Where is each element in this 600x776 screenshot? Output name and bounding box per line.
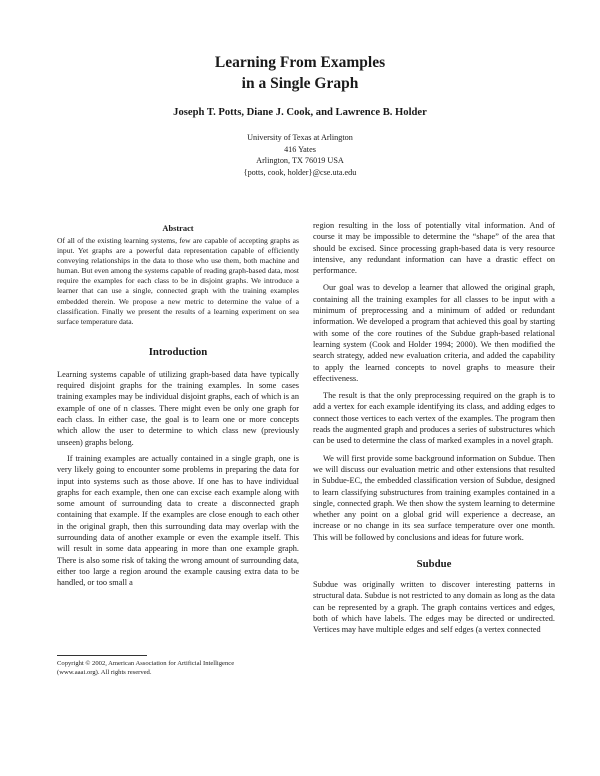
intro-paragraph-3: Our goal was to develop a learner that allowed the original graph, containing all the training examples for all classes to be input with a minimum of preprocessing and a minimum of added or redundant information. We developed a program that achieved this goal by starting with some of the core routines of the Subdue graph-based relational learning system (Cook and Holder 1994; 2000). We then modified the search strategy, added new evaluation criteria, and added the capability to apply the learned concepts to novel graphs to measure their effectiveness. — [313, 283, 555, 383]
intro-paragraph-4: The result is that the only preprocessing required on the graph is to add a vertex for each example identifying its class, and adding edges to connect those vertices to each vertex of the examples. The program then reads the augmented graph and produces a series of substructures which can be used to determine the class of marked examples in a novel graph. — [313, 391, 555, 446]
affiliation-line-1: University of Texas at Arlington — [247, 133, 353, 142]
title-line-2: in a Single Graph — [241, 75, 359, 92]
affiliation — [0, 132, 600, 178]
abstract-text: Of all of the existing learning systems, few are capable of accepting graphs as input. Yet graphs are a powerful data representation capable of efficiently conveying relationships in the data to those who use them, both machine and human. But even among the systems capable of reading graph-based data, most require the examples for each class to be in disjoint graphs. We introduce a learner that can use a single, connected graph with the training examples embedded therein. We propose a new metric to determine the value of a classification. Finally we present the results of a learning experiment on sea surface temperature data. — [57, 236, 299, 326]
title-block — [0, 52, 600, 178]
footnote-rule — [57, 655, 147, 656]
subdue-paragraph-1: Subdue was originally written to discover interesting patterns in structural data. Subdue is not restricted to any domain as long as the data can be represented by a graph. The graph contains vertices and edges, both of which have labels. The edges may be directed or undirected. Vertices may have multiple edges and self edges (a vertex connected — [313, 580, 555, 635]
right-column — [313, 220, 555, 636]
intro-paragraph-5: We will first provide some background information on Subdue. Then we will discuss our evaluation metric and other extensions that resulted in Subdue-EC, the embedded classification version of Subdue, designed to learn classifying substructures from training examples contained in a single, connected graph. We then show the system learning to determine whether any point on a global grid will experience a decrease, an increase or no change in its sea surface temperature over one month. This will be followed by conclusions and ideas for future work. — [313, 453, 555, 542]
copyright-footnote — [57, 659, 299, 677]
paper-title — [0, 52, 600, 94]
footnote-line-2: (www.aaai.org). All rights reserved. — [57, 669, 152, 676]
title-line-1: Learning From Examples — [214, 54, 386, 71]
abstract-heading: Abstract — [162, 224, 194, 233]
intro-paragraph-2-continued: region resulting in the loss of potentially vital information. And of course it may be impossible to determine the “shape” of the area that should be excised. Since processing graph-based data is very resource intensive, any redundant information can have a drastic effect on performance. — [313, 221, 555, 276]
subdue-heading: Subdue — [416, 558, 452, 571]
affiliation-line-2: 416 Yates — [284, 144, 316, 154]
affiliation-line-3: Arlington, TX 76019 USA — [256, 156, 344, 165]
left-column — [57, 220, 299, 588]
introduction-heading: Introduction — [148, 345, 208, 358]
footnote-line-1: Copyright © 2002, American Association for Artificial Intelligence — [57, 660, 235, 667]
affiliation-email: {potts, cook, holder}@cse.uta.edu — [243, 167, 357, 177]
intro-paragraph-1: Learning systems capable of utilizing graph-based data have typically required disjoint graphs for the training examples. In some cases training examples may be individual disjoint graphs, each of which is an example of one of n classes. There might even be only one graph for each class. In either case, the goal is to learn one or more concepts which allow the user to determine to which class new (previously unseen) graphs belong. — [57, 369, 299, 447]
intro-paragraph-2: If training examples are actually contained in a single graph, one is very likely going to encounter some problems in preparing the data for input into systems such as those above. If one has to have individual graphs for each example, then one can excise each example along with some amount of surrounding data to create a disconnected graph containing that example. If the examples are close enough to each other in the original graph, then this surrounding data may overlap with the surrounding data of another example or even the example itself. This will result in some data appearing in more than one example graph. There is also some risk of taking the wrong amount of surrounding data, either too large a region around the example causing extra data to be handled, or too small a — [57, 453, 299, 588]
author-list: Joseph T. Potts, Diane J. Cook, and Lawrence B. Holder — [173, 107, 427, 118]
